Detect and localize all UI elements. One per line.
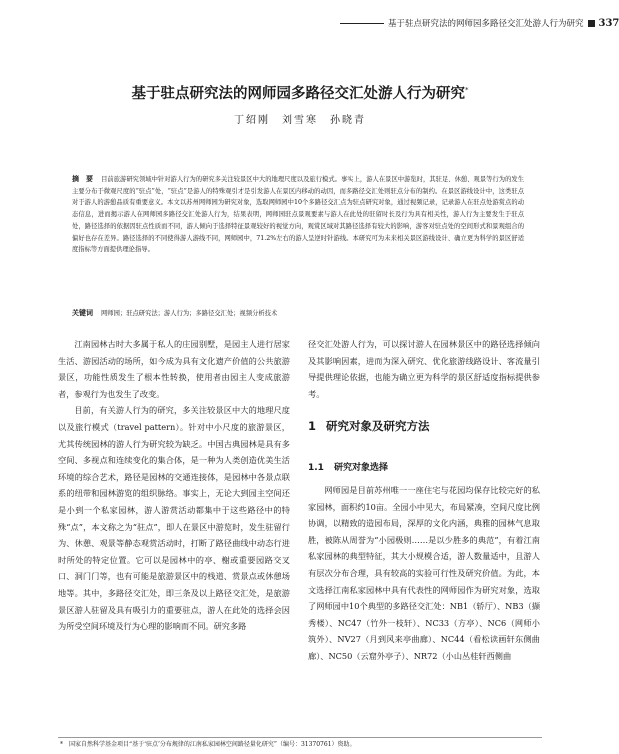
section-heading xyxy=(308,418,430,434)
page-number: 337 xyxy=(598,18,619,29)
right-column-intro xyxy=(308,336,540,402)
left-column xyxy=(58,336,290,635)
section-title: 研究对象及研究方法 xyxy=(326,419,430,433)
abstract-text: 目前旅游研究领域中针对游人行为的研究多关注较景区中大的地理尺度以及旅行模式。事实上，游人在景区中游览时，其驻足、休憩、观景等行为的发生主要分布于微观尺度的“驻点”处，“驻点”是游人的特殊观引才是引发游人在景区内移动的动因，而多路径交汇处则驻点分布的制约。在景区游线设计中，这类驻点对于游人的游憩品质有重要意义。本文以苏州网师园为研究对象，选取网师园中10个多路径交汇点为驻点研究对象，通过视频记录，记录游人在驻点处游赏点的动态信息，进而揭示游人在网师园多路径交汇处游人行为，结果表明，网师园驻点景观要素与游人在此处的驻留时长及行为具有相关性，游人行为主要发生于驻点处，路径选择的依据因驻点性质而不同，游人倾向于选择特征景观较好的视觉方向，观赏区域对其路径选择有较大的影响，游客对驻点处的空间形式和景观组合的偏好也存在差异。路径选择的不同使得游人游线不同，网师园中，71.2%左右的游人呈逆时针游线。本研究可为未来相关景区游线设计、确立更为科学的景区舒适度指标等方面提供理论指导。 xyxy=(72,176,525,254)
abstract-label: 摘 要 xyxy=(72,175,94,183)
running-title: 基于驻点研究法的网师园多路径交汇处游人行为研究 xyxy=(388,19,584,29)
footnote-mark: * xyxy=(60,741,63,748)
paragraph: 径交汇处游人行为，可以探讨游人在园林景区中的路径选择倾向及其影响因素，进而为深入研究、优化旅游线路设计、客流量引导提供理论依据，也能为确立更为科学的景区舒适度指标提供参考。 xyxy=(308,339,540,399)
subsection-title: 研究对象选择 xyxy=(333,463,388,473)
paragraph: 目前，有关游人行为的研究，多关注较景区中大的地理尺度以及旅行模式（travel pattern）。针对中小尺度的旅游景区，尤其传统园林的游人行为研究较为缺乏。中国古典园林是具有多空间、多视点和连续变化的集合体，是一种为人类创造优美生活环境的综合艺术，路径是园林的交通连接体，是园林中各景点联系的纽带和园林游览的组织脉络。事实上，无论大到园主空间还是小到一个私家园林，游人游赏活动都集中于这些路径中的特殊“点”，本文称之为“驻点”，即人在景区中游览时，发生驻留行为、休憩、观景等静态观赏活动时，打断了路径曲线中动态行进时所处的特定位置。它可以是园林中的亭、榭或重要园路交叉口、洞门门等，也有可能是旅游景区中的栈道、赏景点或休憩场地等。其中，多路径交汇处，即三条及以上路径交汇处，是旅游景区游人驻留及具有吸引力的重要驻点，游人在此处的选择会因为所受空间环境及行为心理的影响而不同。研究多路 xyxy=(58,405,290,632)
subsection-number: 1.1 xyxy=(308,463,324,473)
keywords xyxy=(72,308,524,319)
footnote-text: 国家自然科学基金项目“基于‘驻点’分布规律的江南私家园林空间路径量化研究”（编号：31370761）资助。 xyxy=(69,741,356,748)
title-text: 基于驻点研究法的网师园多路径交汇处游人行为研究 xyxy=(131,85,465,102)
subsection-heading xyxy=(308,461,388,475)
abstract xyxy=(72,174,524,256)
section-number: 1 xyxy=(308,419,317,433)
footnote-rule xyxy=(58,737,542,738)
keywords-text: 网师园；驻点研究法；游人行为；多路径交汇处；视频分析技术 xyxy=(101,310,278,317)
header-rule xyxy=(340,23,384,24)
paragraph: 网师园是目前苏州唯一一座住宅与花园均保存比较完好的私家园林，面积约10亩。全园小中见大，布局紧凑，空间尺度比例协调，以精致的造园布局，深厚的文化内涵，典雅的园林气息取胜，被陈从周誉为“小园极则……是以少胜多的典范”，有着江南私家园林的典型特征，其大小规模合适，游人数量适中，且游人有层次分布合理，具有较高的实验可行性及研究价值。为此，本文选择江南私家园林中具有代表性的网师园作为研究对象，选取了网师园中10个典型的多路径交汇处：NB1（轿厅）、NB3（撷秀楼）、NC47（竹外一枝轩）、NC33（方亭）、NC6（网师小筑外）、NV27（月到风来亭曲廊）、NC44（看松读画轩东侧曲廊）、NC50（云窟外亭子）、NR72（小山丛桂轩西侧曲 xyxy=(308,485,540,661)
keywords-label: 关键词 xyxy=(72,309,93,317)
paragraph: 江南园林古时大多属于私人的庄园别墅，是园主人进行居家生活、游园活动的场所，如今成为具有文化遗产价值的公共旅游景区，功能性质发生了根本性转换，使用者由园主人变成旅游者，参观行为也发生了改变。 xyxy=(58,339,290,399)
header-square-icon xyxy=(588,20,595,27)
right-column-body xyxy=(308,482,540,665)
article-title xyxy=(60,80,540,104)
running-header xyxy=(340,18,619,30)
footnote xyxy=(60,740,540,750)
title-footnote-mark: * xyxy=(465,86,469,94)
authors: 丁绍刚 刘雪寒 孙晓青 xyxy=(234,115,366,126)
